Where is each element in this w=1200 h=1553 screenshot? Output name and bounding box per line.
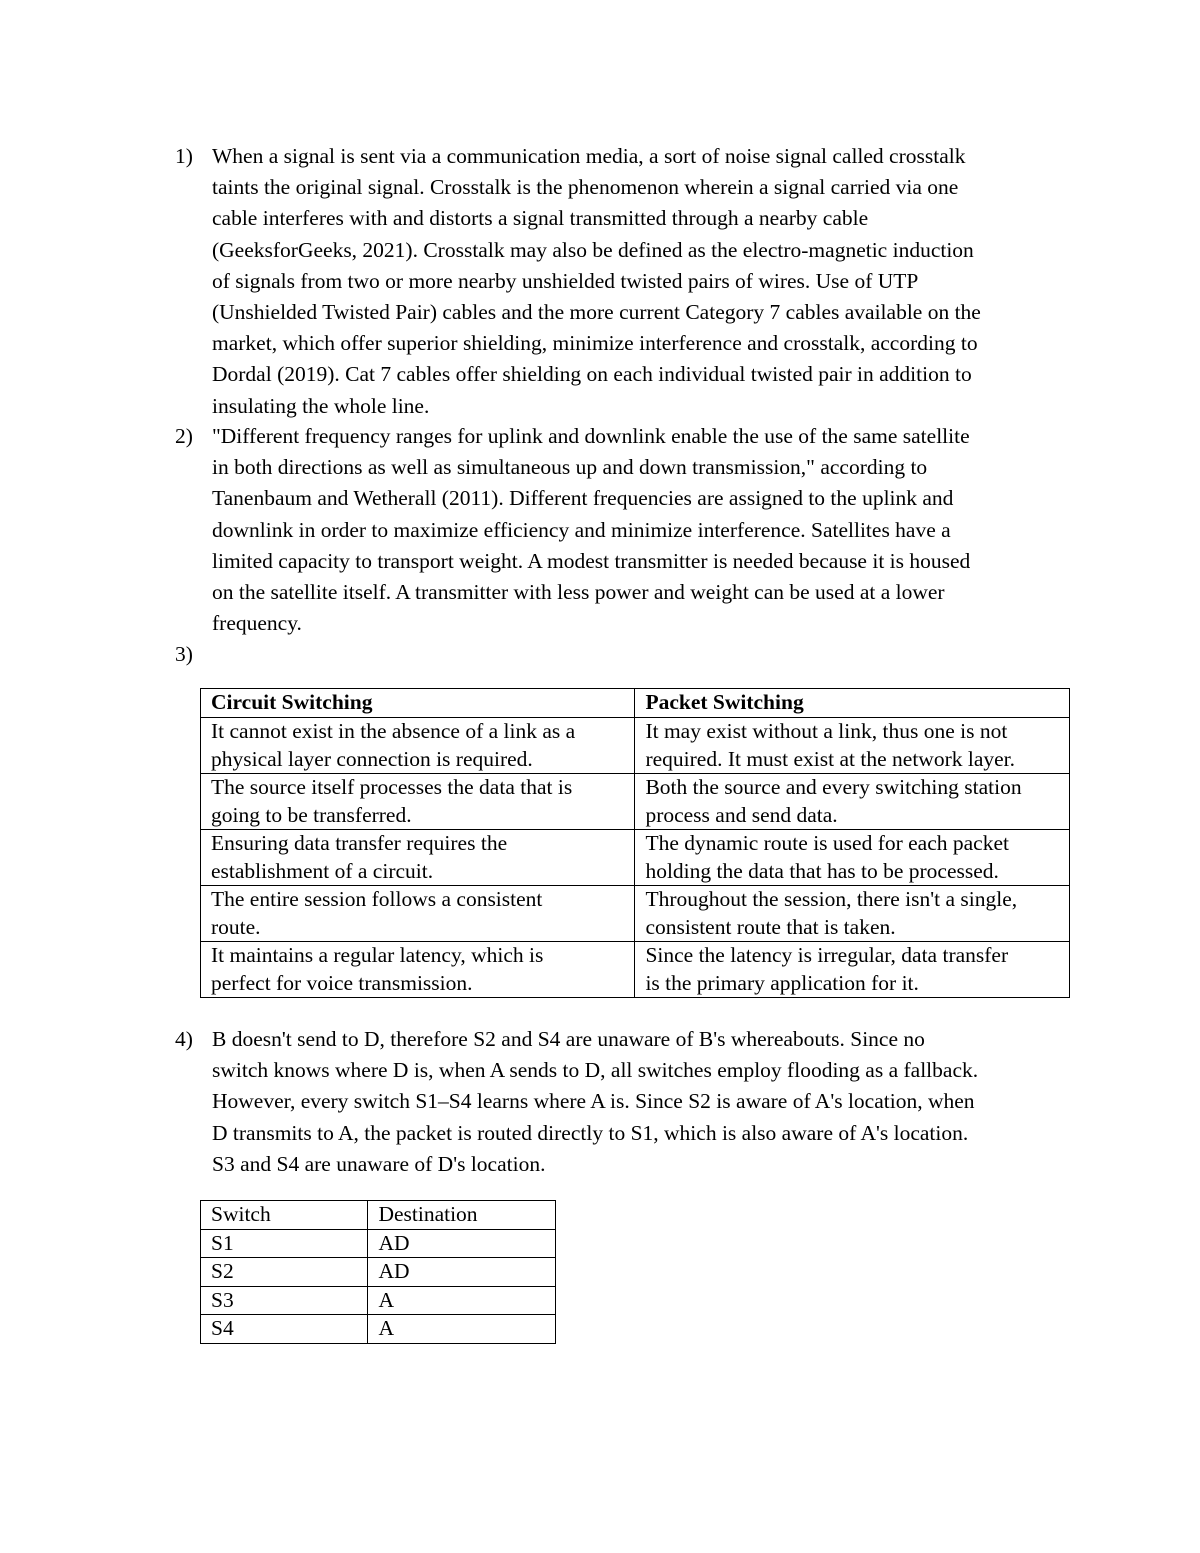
cell-line: route.: [211, 914, 261, 939]
cell-line: holding the data that has to be processed.: [645, 858, 999, 883]
paragraph-line: S3 and S4 are unaware of D's location.: [212, 1151, 546, 1176]
cell-line: The source itself processes the data that is: [211, 775, 573, 799]
cell-line: Ensuring data transfer requires the: [211, 831, 508, 855]
answer-item-1: [175, 141, 1075, 422]
cell-line: Both the source and every switching station: [645, 775, 1022, 799]
table-header-row: [201, 1201, 556, 1230]
table-row: [201, 718, 1070, 774]
table-cell: [201, 774, 635, 830]
cell-line: going to be transferred.: [211, 802, 412, 827]
cell-line: Since the latency is irregular, data transfer: [645, 943, 1009, 967]
table-cell: S2: [201, 1258, 368, 1287]
table-cell: S4: [201, 1315, 368, 1344]
paragraph-line: "Different frequency ranges for uplink and downlink enable the use of the same satellite: [212, 424, 970, 448]
item-number: 4): [175, 1027, 193, 1051]
cell-line: The entire session follows a consistent: [211, 887, 543, 911]
cell-line: It may exist without a link, thus one is not: [645, 719, 1008, 743]
item-number: 1): [175, 144, 193, 168]
item-paragraph: [212, 421, 1075, 639]
cell-line: Throughout the session, there isn't a single,: [645, 887, 1018, 911]
column-header-circuit-switching: Circuit Switching: [201, 689, 635, 718]
paragraph-line: D transmits to A, the packet is routed directly to S1, which is also aware of A's location.: [212, 1120, 969, 1145]
paragraph-line: on the satellite itself. A transmitter with less power and weight can be used at a lower: [212, 580, 945, 605]
table-cell: [635, 886, 1070, 942]
cell-line: perfect for voice transmission.: [211, 970, 473, 995]
item-number: 3): [175, 642, 193, 666]
paragraph-line: B doesn't send to D, therefore S2 and S4 are unaware of B's whereabouts. Since no: [212, 1027, 925, 1051]
table-cell: [201, 830, 635, 886]
paragraph-line: market, which offer superior shielding, minimize interference and crosstalk, according to: [212, 331, 978, 356]
cell-line: process and send data.: [645, 802, 838, 827]
table-cell: S1: [201, 1229, 368, 1258]
table-cell: [201, 718, 635, 774]
table-cell: [201, 942, 635, 998]
paragraph-line: cable interferes with and distorts a signal transmitted through a nearby cable: [212, 206, 869, 231]
cell-line: The dynamic route is used for each packet: [645, 831, 1009, 855]
switching-comparison-table: [200, 688, 1070, 998]
switch-destination-table: [200, 1200, 556, 1344]
answer-item-2: [175, 421, 1075, 639]
item-paragraph: [212, 1024, 1075, 1180]
table-row: [201, 886, 1070, 942]
paragraph-line: taints the original signal. Crosstalk is the phenomenon wherein a signal carried via one: [212, 175, 959, 200]
table-cell: AD: [368, 1229, 556, 1258]
table-row: [201, 774, 1070, 830]
table-cell: [201, 886, 635, 942]
paragraph-line: (Unshielded Twisted Pair) cables and the more current Category 7 cables available on the: [212, 300, 981, 325]
column-header-packet-switching: Packet Switching: [635, 689, 1070, 718]
paragraph-line: When a signal is sent via a communication media, a sort of noise signal called crosstalk: [212, 144, 966, 168]
table-cell: A: [368, 1315, 556, 1344]
paragraph-line: Dordal (2019). Cat 7 cables offer shielding on each individual twisted pair in addition to: [212, 362, 972, 387]
cell-line: establishment of a circuit.: [211, 858, 434, 883]
cell-line: physical layer connection is required.: [211, 746, 533, 771]
paragraph-line: in both directions as well as simultaneous up and down transmission," according to: [212, 455, 928, 480]
cell-line: It cannot exist in the absence of a link as a: [211, 719, 576, 743]
cell-line: consistent route that is taken.: [645, 914, 896, 939]
table-header-row: [201, 689, 1070, 718]
table-cell: [635, 718, 1070, 774]
column-header-destination: Destination: [368, 1201, 556, 1230]
paragraph-line: frequency.: [212, 611, 302, 636]
cell-line: required. It must exist at the network layer.: [645, 746, 1016, 771]
table-row: [201, 1229, 556, 1258]
table-cell: S3: [201, 1286, 368, 1315]
item-number: 2): [175, 424, 193, 448]
paragraph-line: limited capacity to transport weight. A modest transmitter is needed because it is housed: [212, 548, 971, 573]
table-cell: [635, 774, 1070, 830]
paragraph-line: insulating the whole line.: [212, 393, 430, 418]
paragraph-line: However, every switch S1–S4 learns where A is. Since S2 is aware of A's location, when: [212, 1089, 975, 1114]
column-header-switch: Switch: [201, 1201, 368, 1230]
paragraph-line: (GeeksforGeeks, 2021). Crosstalk may also be defined as the electro-magnetic induction: [212, 237, 974, 262]
table-cell: AD: [368, 1258, 556, 1287]
table-row: [201, 1258, 556, 1287]
table-row: [201, 1315, 556, 1344]
paragraph-line: of signals from two or more nearby unshielded twisted pairs of wires. Use of UTP: [212, 268, 919, 293]
table-cell: A: [368, 1286, 556, 1315]
table-row: [201, 830, 1070, 886]
table-row: [201, 1286, 556, 1315]
table-cell: [635, 942, 1070, 998]
cell-line: It maintains a regular latency, which is: [211, 943, 544, 967]
paragraph-line: Tanenbaum and Wetherall (2011). Different frequencies are assigned to the uplink and: [212, 486, 954, 511]
paragraph-line: downlink in order to maximize efficiency and minimize interference. Satellites have a: [212, 517, 951, 542]
paragraph-line: switch knows where D is, when A sends to D, all switches employ flooding as a fallback.: [212, 1058, 979, 1083]
table-cell: [635, 830, 1070, 886]
cell-line: is the primary application for it.: [645, 970, 919, 995]
table-row: [201, 942, 1070, 998]
answer-item-4: [175, 1024, 1075, 1180]
item-paragraph: [212, 141, 1075, 422]
